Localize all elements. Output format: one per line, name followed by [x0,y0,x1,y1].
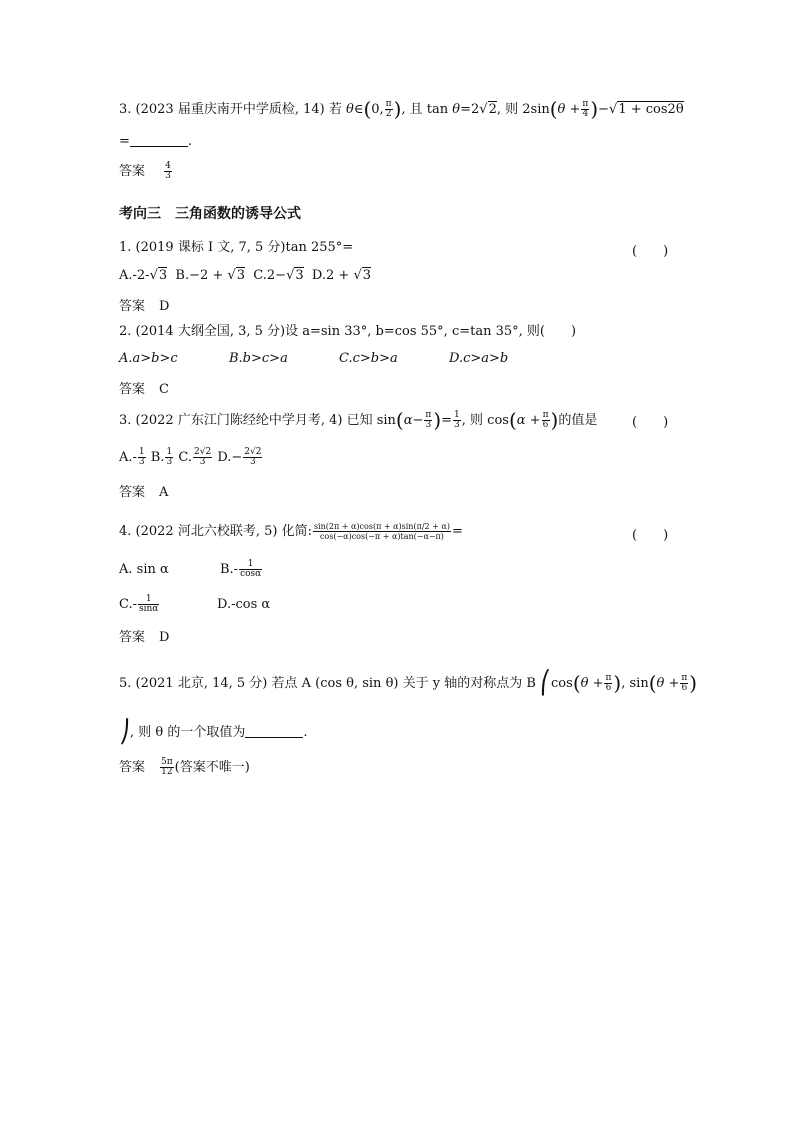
q4-answer-paren: ( ) [632,528,669,543]
q3a-line: 3. (2023 届重庆南开中学质检, 14) 若 θ∈(0, $\frac{\pi}{2}$ ), 且 tan θ=2√2, 则 2sin(θ + $\frac{\pi}{4}$ )−√1 + cos2θ [119,97,684,121]
q3b-answer-paren: ( ) [632,415,669,430]
q3a-blank-line: = . [119,134,193,149]
answer-blank [245,726,303,738]
section-title: 考向三 三角函数的诱导公式 [119,206,301,222]
q1-answer: 答案 D [119,299,170,314]
q5-tail-line: ⎠, 则 θ 的一个取值为 . [119,720,308,745]
q3b-options: A.- $\frac{1}{3}$ B. $\frac{1}{3}$ C. $\frac{2√2}{3}$ D.− $\frac{2√2}{3}$ [119,447,262,467]
q2-answer: 答案 C [119,382,169,397]
q1-options: A.-2-√3 B.−2 + √3 C.2−√3 D.2 + √3 [119,268,372,283]
q5-answer: 答案 $\frac{5\pi}{12}$ (答案不唯一) [119,757,250,777]
q1-stem: 1. (2019 课标 Ⅰ 文, 7, 5 分)tan 255°= [119,240,354,255]
answer-blank [130,135,188,147]
q4-answer: 答案 D [119,630,170,645]
q4-options-row2: C.- $\frac{1}{\sin\alpha}$ D.-cos α [119,594,271,614]
q3b-stem: 3. (2022 广东江门陈经纶中学月考, 4) 已知 sin(α− $\frac{\pi}{3}$ )= $\frac{1}{3}$ , 则 cos(α + $\frac{\pi}{6}$ )的值是 [119,408,598,432]
q5-stem: 5. (2021 北京, 14, 5 分) 若点 A (cos θ, sin θ) 关于 y 轴的对称点为 B ⎛cos(θ + $\frac{\pi}{6}$ ), sin(θ + $\frac{\pi}{6}$ ) [119,671,698,696]
q2-options: A.a>b>c B.b>c>a C.c>b>a D.c>a>b [119,351,509,366]
q1-answer-paren: ( ) [632,244,669,259]
q2-stem: 2. (2014 大纲全国, 3, 5 分)设 a=sin 33°, b=cos 55°, c=tan 35°, 则( ) [119,324,577,339]
q3a-answer: 答案 $\frac{4}{3}$ [119,161,171,181]
q4-options-row1: A. sin α B.- $\frac{1}{\cos\alpha}$ [119,559,262,579]
q3b-answer: 答案 A [119,485,169,500]
q4-stem: 4. (2022 河北六校联考, 5) 化简: $\frac{\sin(2\pi + \alpha)\cos(\pi + \alpha)\sin(\pi/2 + \alpha)}{\cos(-\alpha)\cos(-\pi + \alpha)\tan(-\alpha-\pi)}$ = [119,522,463,541]
q3a-stem: 3. (2023 届重庆南开中学质检, 14) 若 [119,102,342,117]
